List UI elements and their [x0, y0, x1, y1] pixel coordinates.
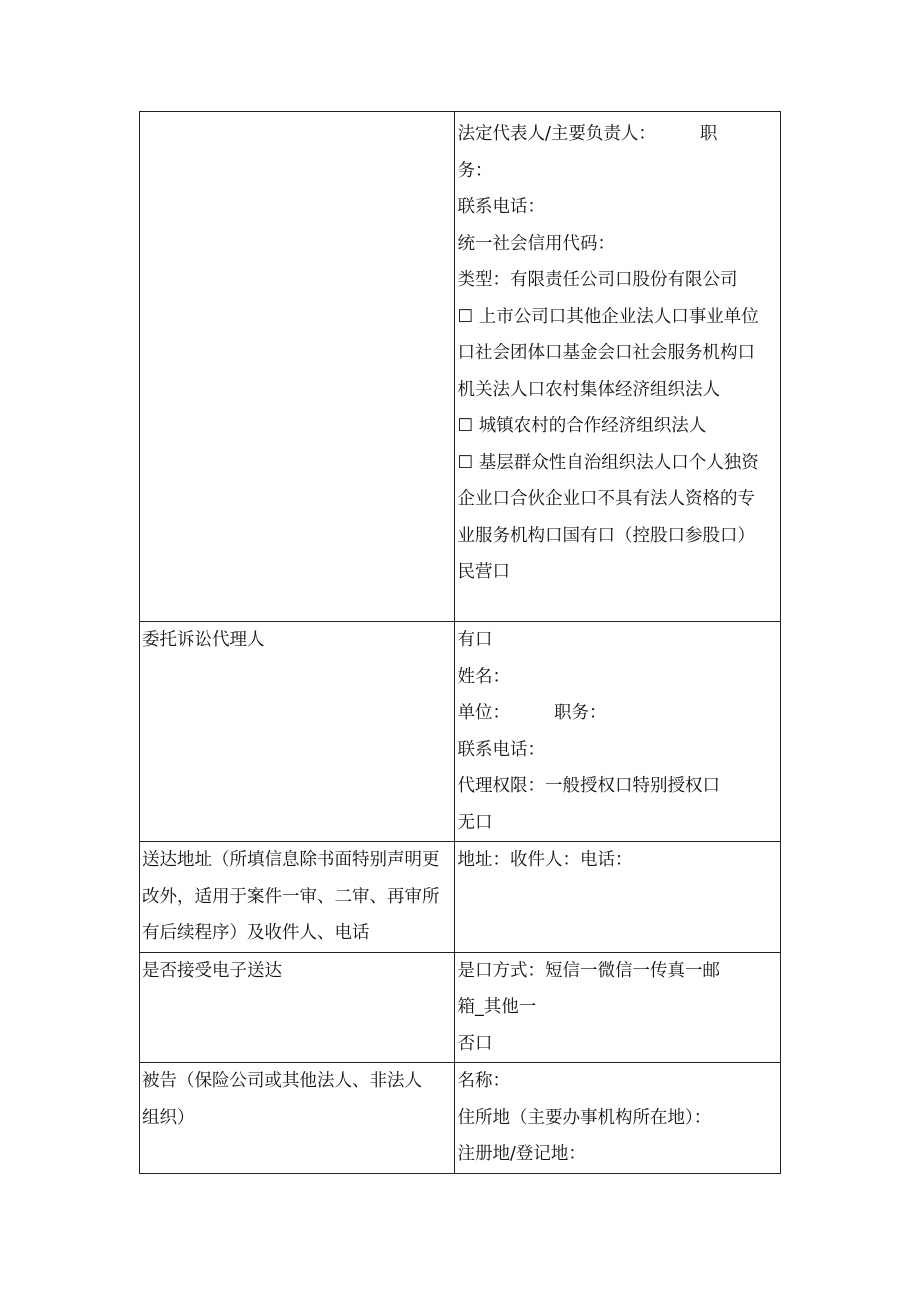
e-delivery-label-cell [140, 952, 455, 1063]
agent-value-cell [455, 622, 781, 842]
delivery-address-label-line-1: 送达地址（所填信息除书面特别声明更 [142, 850, 440, 870]
defendant-residence-label: 住所地（主要办事机构所在地）： [457, 1107, 712, 1128]
entity-type-line-9: 民营口 [457, 562, 510, 582]
entity-type-line-4: 机关法人口农村集体经济组织法人 [457, 379, 720, 400]
position-label-part1: 职 [699, 124, 718, 144]
defendant-name-label: 名称： [457, 1071, 510, 1091]
entity-type-line-8: 业服务机构口国有口（控股口参股口） [457, 525, 755, 546]
delivery-address-value-cell [455, 842, 781, 953]
agent-row [140, 622, 781, 842]
e-delivery-value-line-2: 箱_其他一 [457, 997, 537, 1017]
agent-unit-line [457, 695, 780, 732]
agent-label: 委托诉讼代理人 [142, 630, 265, 650]
agent-has-option: 有口 [457, 630, 493, 650]
entity-type-line-2: ☐ 上市公司口其他企业法人口事业单位 [457, 306, 759, 327]
agent-phone-label: 联系电话： [457, 739, 545, 760]
entity-type-line-1: 类型：有限责任公司口股份有限公司 [457, 270, 738, 290]
plaintiff-info-row [140, 112, 781, 622]
e-delivery-value-line-3: 否口 [457, 1033, 493, 1054]
agent-label-cell [140, 622, 455, 842]
agent-name-label: 姓名： [457, 666, 510, 687]
defendant-value-cell [455, 1063, 781, 1174]
e-delivery-label: 是否接受电子送达 [142, 960, 282, 981]
agent-authority-line: 代理权限：一般授权口特别授权口 [457, 776, 720, 796]
entity-type-line-5: ☐ 城镇农村的合作经济组织法人 [457, 416, 707, 436]
legal-rep-label: 法定代表人/主要负责人： [457, 124, 656, 144]
e-delivery-row [140, 952, 781, 1063]
contact-phone-label: 联系电话： [457, 197, 545, 217]
entity-type-line-7: 企业口合伙企业口不具有法人资格的专 [457, 489, 755, 509]
delivery-address-label-cell [140, 842, 455, 953]
delivery-address-value: 地址：收件人：电话： [457, 850, 633, 870]
agent-position-label: 职务： [553, 703, 607, 723]
agent-unit-label: 单位： [457, 703, 510, 723]
entity-type-line-6: ☐ 基层群众性自治组织法人口个人独资 [457, 452, 759, 473]
legal-rep-line [457, 116, 780, 153]
delivery-address-row [140, 842, 781, 953]
complaint-form-table [139, 111, 781, 1174]
plaintiff-info-value-cell [455, 112, 781, 622]
credit-code-label: 统一社会信用代码： [457, 233, 615, 254]
delivery-address-label-line-2: 改外，适用于案件一审、二审、再审所 [142, 886, 440, 907]
defendant-row [140, 1063, 781, 1174]
agent-none-option: 无口 [457, 812, 493, 833]
e-delivery-value-cell [455, 952, 781, 1063]
e-delivery-value-line-1: 是口方式：短信一微信一传真一邮 [457, 960, 720, 981]
delivery-address-label-line-3: 有后续程序）及收件人、电话 [142, 923, 370, 943]
defendant-label-line-1: 被告（保险公司或其他法人、非法人 [142, 1071, 422, 1091]
entity-type-line-3: 口社会团体口基金会口社会服务机构口 [457, 343, 755, 363]
position-label-part2: 务： [457, 160, 493, 181]
defendant-label-line-2: 组织） [142, 1107, 195, 1128]
defendant-registered-label: 注册地/登记地： [457, 1144, 586, 1164]
plaintiff-info-label-cell [140, 112, 455, 622]
defendant-label-cell [140, 1063, 455, 1174]
